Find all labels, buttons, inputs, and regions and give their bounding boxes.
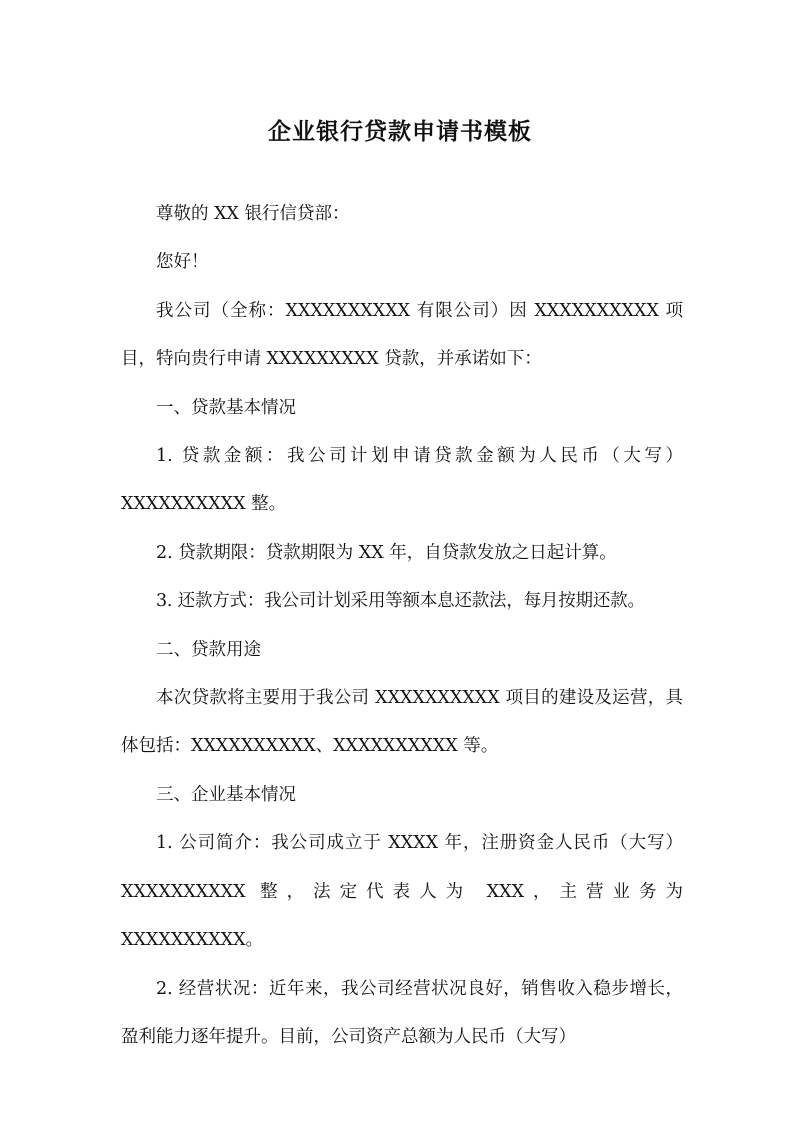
section-heading-company-basics: 三、企业基本情况 — [156, 784, 296, 805]
repayment-method-item: 3. 还款方式：我公司计划采用等额本息还款法，每月按期还款。 — [156, 591, 645, 612]
document-body — [121, 190, 683, 1061]
intro-paragraph: 我公司（全称：XXXXXXXXXX 有限公司）因 XXXXXXXXXX 项目，特向贵行申请 XXXXXXXXX 贷款，并承诺如下： — [121, 300, 683, 370]
section-heading-loan-purpose: 二、贷款用途 — [156, 639, 261, 660]
document-title: 企业银行贷款申请书模板 — [268, 118, 532, 145]
section-heading-loan-basics: 一、贷款基本情况 — [156, 397, 296, 418]
loan-purpose-paragraph: 本次贷款将主要用于我公司 XXXXXXXXXX 项目的建设及运营，具体包括：XXXXXXXXXX、XXXXXXXXXX 等。 — [121, 688, 683, 757]
greeting: 您好！ — [156, 252, 209, 273]
company-profile-item: 1. 公司简介：我公司成立于 XXXX 年，注册资金人民币（大写）XXXXXXXXXX 整，法定代表人为 XXX，主营业务为 XXXXXXXXXX。 — [121, 833, 683, 951]
salutation: 尊敬的 XX 银行信贷部： — [156, 204, 350, 224]
loan-amount-item: 1. 贷款金额：我公司计划申请贷款金额为人民币（大写）XXXXXXXXXX 整。 — [121, 446, 683, 515]
loan-term-item: 2. 贷款期限：贷款期限为 XX 年，自贷款发放之日起计算。 — [156, 542, 617, 563]
operating-status-item: 2. 经营状况：近年来，我公司经营状况良好，销售收入稳步增长，盈利能力逐年提升。目前，公司资产总额为人民币（大写） — [121, 978, 683, 1047]
